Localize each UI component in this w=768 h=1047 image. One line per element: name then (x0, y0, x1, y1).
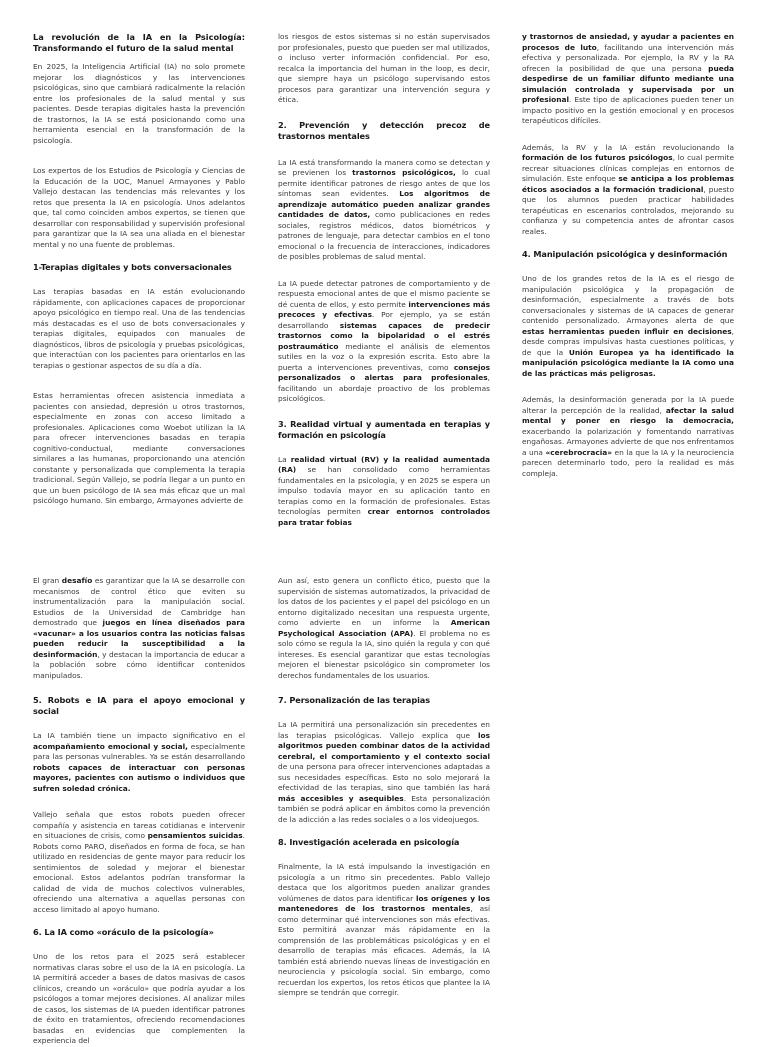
bold-span: pensamientos suicidas (147, 831, 243, 840)
paragraph (522, 274, 734, 379)
section-heading: 3. Realidad virtual y aumentada en terapias y formación en psicología (278, 418, 490, 440)
column-4 (33, 576, 246, 1045)
text-span: . El problema no es solo cómo se regula la IA, sino quién la regula y con qué intereses. Es esencial garantizar que estas tecnologías mejoren el bienestar psicológico sin comprometer los derechos fundamentales de los usuarios. (278, 628, 490, 680)
text-span: la Inteligencia Artificial (IA) no solo promete mejorar los diagnósticos y las intervenciones psicológicas, sino que cambiará radicalmente la relación entre los profesionales de la salud mental y sus pacientes. Desde terapias digitales hasta la prevención de trastornos, la IA se está posicionando como una herramienta esencial en la transformación de la psicología. (33, 62, 245, 145)
section-heading: 7. Personalización de las terapias (278, 695, 430, 705)
paragraph (33, 576, 245, 681)
section-heading: 8. Investigación acelerada en psicología (278, 837, 460, 847)
bold-span: estas herramientas pueden influir en decisiones (522, 326, 732, 336)
paragraph (522, 32, 734, 127)
text-span: mediante el análisis de elementos sutiles en la voz o la expresión escrita. Esto abre la puerta a intervenciones preventivas, como (278, 341, 490, 372)
text-span: , desde compras impulsivas hasta cuestiones políticas, y de que la (522, 326, 734, 357)
paragraph: Las terapias basadas en IA están evolucionando rápidamente, con aplicaciones capaces de proporcionar apoyo psicológico en tiempo real. Una de las tendencias más destacadas es el uso de bots conversacionales y terapias digitales, equipados con manuales de diagnósticos, libros de psicología y pruebas psicológicas, que interactúan con los pacientes para orientarlos en las terapias o gestionar aspectos de su día a día. (33, 287, 245, 370)
column-3 (522, 32, 734, 492)
text-span: , facilitando una intervención más efectiva y personalizada. Por ejemplo, la RV y la RA ofrecen la posibilidad de que una persona (522, 42, 734, 73)
text-span: Además, la RV y la IA están revolucionando la (522, 142, 734, 152)
text-span: en la que la IA y la neurociencia parecen determinarlo todo, pero la realidad es más compleja. (522, 447, 734, 478)
bold-span: robots capaces de interactuar con personas mayores, pacientes con autismo o individuos que sufren soledad crónica. (33, 762, 245, 793)
paragraph (33, 731, 245, 794)
text-span: , puesto que los alumnos pueden practicar habilidades terapéuticas en escenarios controlados, mejorando su confianza y su competencia antes de afrontar casos reales. (522, 184, 734, 236)
bold-span: crear entornos controlados para tratar fobias (278, 507, 490, 527)
text-span: es garantizar que la IA se desarrolle con mecanismos de control ético que eviten su instrumentalización para la manipulación social. Estudios de la Universidad de Cambridge han demostrado que (33, 576, 245, 627)
bold-span: Los algoritmos de aprendizaje automático pueden analizar grandes cantidades de datos, (278, 189, 490, 219)
text-span: Vallejo señala que estos robots pueden ofrecer compañía y asistencia en tareas cotidianas e intervenir en situaciones de crisis, como (33, 810, 245, 840)
text-span: , facilitando un abordaje proactivo de los problemas psicológicos. (278, 373, 490, 403)
bold-span: se anticipa a los problemas éticos asociados a la formación tradicional (522, 174, 734, 194)
section-heading: 5. Robots e IA para el apoyo emocional y social (33, 695, 245, 716)
paragraph (522, 395, 734, 479)
text-span: exacerbando la polarización y fomentando narrativas engañosas. Armayones advierte de que nos enfrentamos a una (522, 426, 734, 457)
text-span: , lo cual permite recrear situaciones clínicas complejas en entornos de simulación. Este enfoque (522, 153, 735, 183)
paragraph (278, 279, 490, 405)
text-span: , así como determinar qué intervenciones son más efectivas. Esto permitirá avanzar más rápidamente en la comprensión de las problemáticas psicológicas y en el desarrollo de terapias más eficaces. Además, la IA también está abriendo nuevas líneas de investigación en neurociencia y psicología social. Sin embargo, como recuerdan los expertos, los retos éticos que plantee la IA siempre se tendrán que corregir. (278, 904, 490, 997)
text-span: La (278, 454, 291, 464)
paragraph (33, 62, 245, 146)
text-span: Además, la desinformación generada por la IA puede alterar la percepción de la realidad, (522, 395, 734, 415)
bold-span: «cerebrocracia» (545, 447, 612, 457)
text-span: . Este tipo de aplicaciones pueden tener un impacto positivo en la gestión emocional y en procesos terapéuticos difíciles. (522, 95, 734, 125)
section-heading: 2. Prevención y detección precoz de trastornos mentales (278, 119, 490, 141)
text-span: . Robots como PARO, diseñados en forma de foca, se han utilizado en residencias de gente mayor para reducir los sentimientos de soledad y mejorar el bienestar emocional. Estos adelantos podrían transformar la calidad de vida de muchos colectivos vulnerables, ofreciendo una alternativa a aquellas personas con acceso limitado al apoyo humano. (33, 831, 246, 914)
bold-span: más accesibles y asequibles (278, 793, 404, 803)
bold-span: los orígenes y los mantenedores de los trastornos mentales (278, 893, 490, 913)
text-span: especialmente para las personas vulnerables. Ya se están desarrollando (33, 741, 245, 761)
paragraph (278, 158, 490, 263)
bold-span: los algoritmos pueden combinar datos de la actividad cerebral, el comportamiento y el contexto social (278, 730, 490, 761)
bold-span: afectar la salud mental y poner en riesgo la democracia, (522, 405, 734, 425)
text-span: Uno de los grandes retos de la IA es el riesgo de manipulación psicológica y la propagación de desinformación, especialmente a través de bots conversacionales y sistemas de IA capaces de generar contenido personalizado. Armayones alerta de que (522, 274, 734, 325)
text-span: , y destacan la importancia de educar a la población sobre cómo identificar contenidos manipulados. (33, 649, 245, 680)
text-span: La IA está transformando la manera como se detectan y se previenen los (278, 157, 490, 177)
paragraph (278, 455, 490, 529)
paragraph: Estas herramientas ofrecen asistencia inmediata a pacientes con ansiedad, depresión u otros trastornos, especialmente en zonas con acceso limitado a profesionales. Aplicaciones como Woebot utilizan la IA para ofrecer intervenciones basadas en terapia cognitivo-conductual, mediante conversaciones similares a las humanas, proporcionando una atención constante y personalizada que complementa la terapia tradicional. Según Vallejo, se podría llegar a un punto en que un buen psicólogo de IA sea más eficaz que un mal psicólogo humano. Sin embargo, Armayones advierte de (33, 391, 245, 505)
paragraph (278, 862, 490, 999)
text-span: El gran (33, 576, 62, 585)
bold-span: juegos en línea diseñados para «vacunar» a los usuarios contra las noticias falsas pueden reducir la susceptibilidad a la desinformación (33, 618, 245, 659)
column-1 (33, 32, 245, 512)
column-2 (278, 32, 491, 527)
text-span: se han consolidado como herramientas fundamentales en la psicología, y en 2025 se espera un impulso todavía mayor en su aplicación tanto en terapias como en la formación de profesionales. Estas tecnologías permiten (278, 465, 490, 516)
bold-span: pueda despedirse de un familiar difunto mediante una simulación controlada y supervisada por un profesional (522, 63, 734, 104)
text-span: . Por ejemplo, ya se están desarrollando (278, 310, 491, 330)
text-span: como publicaciones en redes sociales, registros médicos, datos biométricos y patrones de lenguaje, para detectar cambios en el tono emocional o la frecuencia de interacciones, indicadores de posibles problemas de salud mental. (278, 210, 490, 261)
text-span: lo cual permite identificar patrones de riesgo antes de que los síntomas sean evidentes. (278, 168, 490, 198)
text-span: La IA también tiene un impacto significativo en el (33, 731, 245, 740)
text-span: de una persona para ofrecer intervenciones adaptadas a sus necesidades específicas. Esto no solo mejorará la efectividad de las terapias, sino que también las hará (278, 762, 490, 792)
bold-span: intervenciones más precoces y efectivas (278, 299, 490, 319)
column-5 (278, 576, 490, 1024)
text-span: Finalmente, la IA está impulsando la investigación en psicología a un ritmo sin precedentes. Pablo Vallejo destaca que los algoritmos pueden analizar grandes volúmenes de datos para identificar (278, 862, 490, 903)
section-heading: 4. Manipulación psicológica y desinformación (522, 249, 728, 259)
text-span: La IA puede detectar patrones de comportamiento y de respuesta emocional antes de que el mismo paciente se dé cuenta de ellos, y esto permite (278, 278, 490, 309)
section-heading: 1-Terapias digitales y bots conversacionales (33, 262, 232, 272)
bold-span: y trastornos de ansiedad, y ayudar a pacientes en procesos de luto (522, 32, 734, 52)
paragraph: Los expertos de los Estudios de Psicología y Ciencias de la Educación de la UOC, Manuel Armayones y Pablo Vallejo destacan las tendencias más relevantes y los retos que presenta la IA en psicología. Unos adelantos que, tal como coinciden ambos expertos, se tienen que desarrollar con responsabilidad y supervisión profesional para garantizar que la IA sea una aliada en el bienestar mental y no una fuente de problemas. (33, 166, 245, 249)
section-heading: 6. La IA como «oráculo de la psicología» (33, 927, 214, 937)
text-span: . Esta personalización también se podrá aplicar en ámbitos como la prevención de la adicción a las redes sociales o a los videojuegos. (278, 793, 490, 824)
bold-span: American Psychological Association (APA) (278, 618, 490, 638)
paragraph (278, 576, 490, 681)
bold-span: formación de los futuros psicólogos (522, 153, 673, 162)
bold-span: consejos personalizados o alertas para profesionales (278, 362, 490, 382)
bold-span: desafío (61, 576, 93, 585)
paragraph: Uno de los retos para el 2025 será establecer normativas claras sobre el uso de la IA en psicología. La IA permitirá acceder a bases de datos masivas de casos clínicos, creando un «oráculo» que podría ayudar a los psicólogos a tomar mejores decisiones. Al analizar miles de casos, los sistemas de IA pueden identificar patrones de éxito en tratamientos, ofreciendo recomendaciones basadas en evidencias que complementen la experiencia del (33, 952, 245, 1045)
paragraph (522, 143, 734, 238)
paragraph (278, 720, 490, 825)
paragraph (33, 810, 245, 915)
text-span: La IA permitirá una personalización sin precedentes en las terapias psicológicas. Vallejo explica que (278, 720, 490, 740)
bold-span: sistemas capaces de predecir trastornos como la bipolaridad o el estrés postraumático (278, 320, 490, 351)
text-span: Aun así, esto genera un conflicto ético, puesto que la supervisión de sistemas automatizados, la privacidad de los datos de los pacientes y el papel del psicólogo en un entorno digitalizado necesitan una respuesta urgente, como advierte en un informe la (278, 576, 490, 627)
article-title: La revolución de la IA en la Psicología: Transformando el futuro de la salud mental (33, 32, 245, 53)
bold-span: acompañamiento emocional y social, (33, 741, 188, 751)
bold-span: trastornos psicológicos, (352, 168, 456, 177)
text-span: En 2025, (33, 62, 72, 71)
bold-span: realidad virtual (RV) y la realidad aumentada (RA) (278, 454, 490, 474)
paragraph: los riesgos de estos sistemas si no están supervisados por profesionales, puesto que pueden ser mal utilizados, o incluso verter información confidencial. Por eso, recalca la importancia del human in the loop, es decir, que siempre haya un psicólogo supervisando estos procesos para garantizar una intervención segura y ética. (278, 32, 490, 104)
bold-span: Unión Europea ya ha identificado la manipulación psicológica mediante la IA como una de las prácticas más peligrosas. (522, 347, 734, 378)
